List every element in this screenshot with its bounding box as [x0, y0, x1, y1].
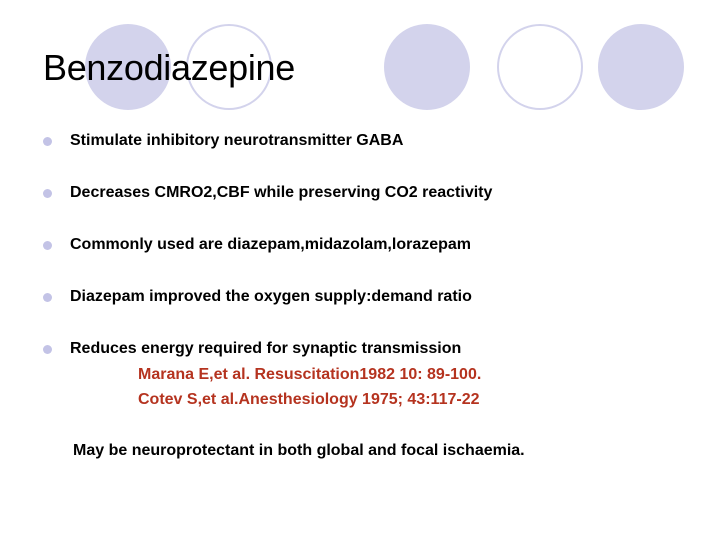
decorative-circle-filled: [384, 24, 470, 110]
bullet-dot-icon: [43, 241, 52, 250]
reference-citation: Marana E,et al. Resuscitation1982 10: 89-100.: [138, 366, 482, 383]
bullet-text: Commonly used are diazepam,midazolam,lorazepam: [70, 236, 472, 253]
conclusion-text: May be neuroprotectant in both global and focal ischaemia.: [73, 442, 525, 459]
bullet-text: Reduces energy required for synaptic transmission: [70, 340, 462, 357]
bullet-text: Stimulate inhibitory neurotransmitter GABA: [70, 132, 404, 149]
bullet-item: [43, 286, 703, 310]
bullet-dot-icon: [43, 345, 52, 354]
bullet-dot-icon: [43, 293, 52, 302]
bullet-text: Diazepam improved the oxygen supply:demand ratio: [70, 288, 472, 305]
decorative-circle-filled: [598, 24, 684, 110]
reference-citation: Cotev S,et al.Anesthesiology 1975; 43:117-22: [138, 391, 480, 408]
bullet-text: Decreases CMRO2,CBF while preserving CO2 reactivity: [70, 184, 493, 201]
bullet-item: [43, 338, 703, 362]
bullet-item: [43, 234, 703, 258]
slide-title: Benzodiazepine: [43, 47, 296, 88]
bullet-dot-icon: [43, 137, 52, 146]
bullet-item: [43, 130, 703, 154]
bullet-item: [43, 182, 703, 206]
decorative-circle-outline: [497, 24, 583, 110]
bullet-dot-icon: [43, 189, 52, 198]
